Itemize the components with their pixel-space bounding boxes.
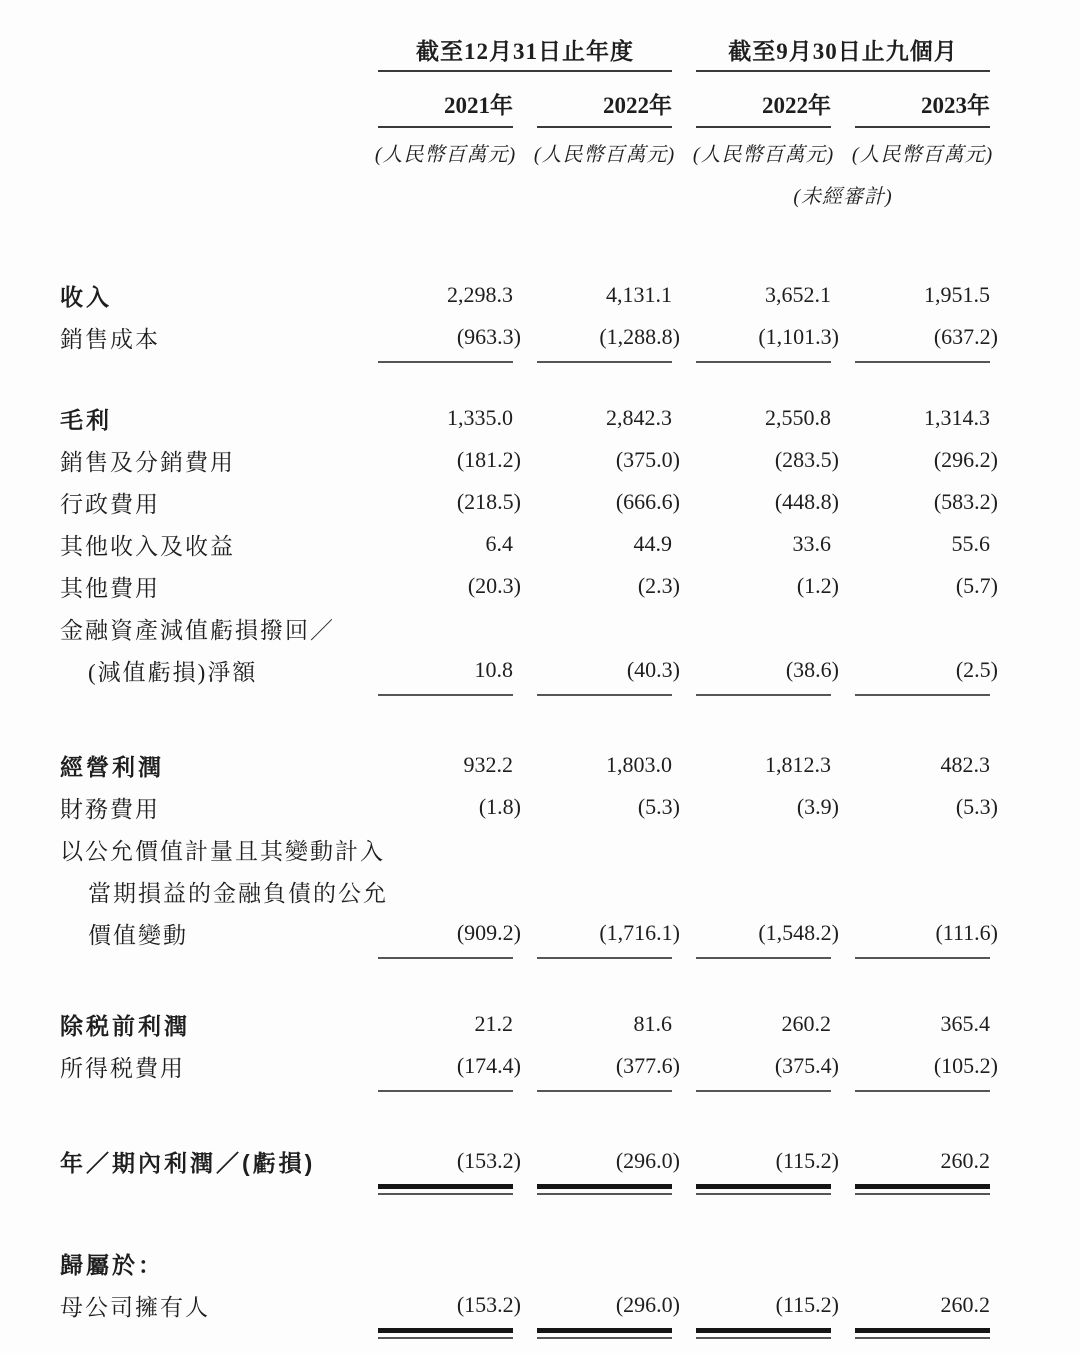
impairment-net-fy2021: 10.8 bbox=[474, 657, 513, 682]
underline bbox=[696, 957, 831, 959]
gross-profit-fy2022: 2,842.3 bbox=[606, 405, 672, 430]
impairment-net-label: (減值虧損)淨額 bbox=[88, 659, 258, 685]
profit-before-tax-9m2022: 260.2 bbox=[781, 1011, 831, 1036]
row-fair-value-line1 bbox=[60, 828, 1080, 870]
profit-before-tax-9m2023: 365.4 bbox=[940, 1011, 990, 1036]
selling-distribution-9m2023: (296.2) bbox=[933, 447, 998, 472]
row-attributable-to bbox=[60, 1242, 1080, 1284]
fair-value-change-label: 價值變動 bbox=[88, 922, 188, 948]
operating-profit-fy2022: 1,803.0 bbox=[606, 752, 672, 777]
row-owners-of-parent bbox=[60, 1284, 1080, 1326]
other-income-gains-label: 其他收入及收益 bbox=[60, 533, 235, 559]
group-nine-months-underline bbox=[696, 70, 990, 72]
profit-for-period-9m2023: 260.2 bbox=[940, 1148, 990, 1173]
selling-distribution-9m2022: (283.5) bbox=[774, 447, 839, 472]
attributable-to-label: 歸屬於： bbox=[60, 1251, 164, 1278]
underline bbox=[855, 957, 990, 959]
year-rule-row bbox=[60, 122, 1080, 132]
unaudited-note: (未經審計) bbox=[793, 185, 893, 208]
row-other-income-gains bbox=[60, 523, 1080, 565]
total-rule-row bbox=[60, 1182, 1080, 1200]
impairment-net-9m2023: (2.5) bbox=[955, 657, 998, 682]
finance-costs-9m2022: (3.9) bbox=[796, 794, 839, 819]
underline bbox=[855, 361, 990, 363]
section-spacer bbox=[60, 216, 1080, 274]
unit-9m2023: (人民幣百萬元) bbox=[851, 143, 994, 166]
row-profit-for-period bbox=[60, 1140, 1080, 1182]
gross-profit-9m2023: 1,314.3 bbox=[924, 405, 990, 430]
cost-of-sales-fy2022: (1,288.8) bbox=[599, 324, 680, 349]
section-spacer bbox=[60, 371, 1080, 397]
row-fair-value-change bbox=[60, 912, 1080, 954]
owners-of-parent-9m2022: (115.2) bbox=[775, 1292, 839, 1317]
section-spacer bbox=[60, 704, 1080, 744]
double-underline bbox=[855, 1184, 990, 1195]
double-underline bbox=[696, 1328, 831, 1339]
impairment-net-fy2022: (40.3) bbox=[626, 657, 680, 682]
other-income-gains-fy2021: 6.4 bbox=[485, 531, 513, 556]
owners-of-parent-fy2021: (153.2) bbox=[456, 1292, 521, 1317]
finance-costs-fy2021: (1.8) bbox=[478, 794, 521, 819]
operating-profit-9m2023: 482.3 bbox=[940, 752, 990, 777]
finance-costs-fy2022: (5.3) bbox=[637, 794, 680, 819]
other-expenses-fy2021: (20.3) bbox=[467, 573, 521, 598]
underline bbox=[855, 1090, 990, 1092]
fair-value-line1-label: 以公允價值計量且其變動計入 bbox=[60, 838, 385, 864]
year-9m2023-underline bbox=[855, 126, 990, 128]
section-spacer bbox=[60, 1100, 1080, 1140]
selling-distribution-fy2021: (181.2) bbox=[456, 447, 521, 472]
unit-fy2021: (人民幣百萬元) bbox=[374, 143, 517, 166]
other-expenses-fy2022: (2.3) bbox=[637, 573, 680, 598]
cost-of-sales-9m2022: (1,101.3) bbox=[758, 324, 839, 349]
underline bbox=[537, 957, 672, 959]
operating-profit-9m2022: 1,812.3 bbox=[765, 752, 831, 777]
double-underline bbox=[378, 1184, 513, 1195]
section-spacer bbox=[60, 1200, 1080, 1242]
profit-for-period-9m2022: (115.2) bbox=[775, 1148, 839, 1173]
row-income-tax-expense bbox=[60, 1045, 1080, 1087]
profit-for-period-fy2021: (153.2) bbox=[456, 1148, 521, 1173]
unaudited-note-row bbox=[60, 172, 1080, 216]
impairment-net-9m2022: (38.6) bbox=[785, 657, 839, 682]
year-fy2021: 2021年 bbox=[444, 93, 513, 118]
unit-fy2022: (人民幣百萬元) bbox=[533, 143, 676, 166]
administrative-expenses-fy2021: (218.5) bbox=[456, 489, 521, 514]
cost-of-sales-fy2021: (963.3) bbox=[456, 324, 521, 349]
underline bbox=[378, 694, 513, 696]
row-other-expenses bbox=[60, 565, 1080, 607]
underline bbox=[378, 957, 513, 959]
section-spacer bbox=[60, 967, 1080, 1003]
other-income-gains-fy2022: 44.9 bbox=[633, 531, 672, 556]
other-expenses-9m2023: (5.7) bbox=[955, 573, 998, 598]
revenue-9m2022: 3,652.1 bbox=[765, 282, 831, 307]
profit-for-period-fy2022: (296.0) bbox=[615, 1148, 680, 1173]
total-rule-row bbox=[60, 1326, 1080, 1344]
period-group-rule-row bbox=[60, 66, 1080, 76]
year-header-row bbox=[60, 76, 1080, 122]
underline bbox=[696, 361, 831, 363]
fair-value-change-9m2023: (111.6) bbox=[935, 920, 998, 945]
other-income-gains-9m2023: 55.6 bbox=[951, 531, 990, 556]
row-selling-distribution bbox=[60, 439, 1080, 481]
group-annual-underline bbox=[378, 70, 672, 72]
row-impairment-line1 bbox=[60, 607, 1080, 649]
finance-costs-9m2023: (5.3) bbox=[955, 794, 998, 819]
subtotal-rule-row bbox=[60, 358, 1080, 371]
selling-distribution-label: 銷售及分銷費用 bbox=[60, 449, 235, 475]
gross-profit-label: 毛利 bbox=[60, 406, 112, 433]
fair-value-change-fy2022: (1,716.1) bbox=[599, 920, 680, 945]
period-group-nine-months: 截至9月30日止九個月 bbox=[728, 39, 958, 64]
year-9m2022-underline bbox=[696, 126, 831, 128]
other-expenses-label: 其他費用 bbox=[60, 575, 160, 601]
operating-profit-fy2021: 932.2 bbox=[463, 752, 513, 777]
finance-costs-label: 財務費用 bbox=[60, 796, 160, 822]
row-finance-costs bbox=[60, 786, 1080, 828]
underline bbox=[696, 694, 831, 696]
profit-for-period-label: 年／期內利潤／(虧損) bbox=[60, 1149, 316, 1176]
row-impairment-net bbox=[60, 649, 1080, 691]
row-operating-profit bbox=[60, 744, 1080, 786]
year-fy2021-underline bbox=[378, 126, 513, 128]
income-tax-expense-9m2022: (375.4) bbox=[774, 1053, 839, 1078]
profit-before-tax-fy2022: 81.6 bbox=[633, 1011, 672, 1036]
row-revenue bbox=[60, 274, 1080, 316]
impairment-line1-label: 金融資產減值虧損撥回／ bbox=[60, 617, 335, 643]
underline bbox=[378, 1090, 513, 1092]
period-group-header-row bbox=[60, 32, 1080, 66]
revenue-label: 收入 bbox=[60, 283, 112, 310]
other-expenses-9m2022: (1.2) bbox=[796, 573, 839, 598]
gross-profit-fy2021: 1,335.0 bbox=[447, 405, 513, 430]
gross-profit-9m2022: 2,550.8 bbox=[765, 405, 831, 430]
owners-of-parent-9m2023: 260.2 bbox=[940, 1292, 990, 1317]
year-9m2023: 2023年 bbox=[921, 93, 990, 118]
currency-unit-row bbox=[60, 132, 1080, 172]
administrative-expenses-label: 行政費用 bbox=[60, 491, 160, 517]
underline bbox=[537, 1090, 672, 1092]
administrative-expenses-9m2023: (583.2) bbox=[933, 489, 998, 514]
owners-of-parent-label: 母公司擁有人 bbox=[60, 1294, 210, 1320]
revenue-fy2022: 4,131.1 bbox=[606, 282, 672, 307]
year-fy2022: 2022年 bbox=[603, 93, 672, 118]
year-9m2022: 2022年 bbox=[762, 93, 831, 118]
income-tax-expense-9m2023: (105.2) bbox=[933, 1053, 998, 1078]
administrative-expenses-fy2022: (666.6) bbox=[615, 489, 680, 514]
underline bbox=[537, 694, 672, 696]
row-administrative-expenses bbox=[60, 481, 1080, 523]
profit-before-tax-label: 除税前利潤 bbox=[60, 1012, 190, 1039]
unit-9m2022: (人民幣百萬元) bbox=[692, 143, 835, 166]
fair-value-change-fy2021: (909.2) bbox=[456, 920, 521, 945]
owners-of-parent-fy2022: (296.0) bbox=[615, 1292, 680, 1317]
underline bbox=[537, 361, 672, 363]
operating-profit-label: 經營利潤 bbox=[60, 753, 164, 780]
subtotal-rule-row bbox=[60, 954, 1080, 967]
double-underline bbox=[378, 1328, 513, 1339]
administrative-expenses-9m2022: (448.8) bbox=[774, 489, 839, 514]
double-underline bbox=[537, 1328, 672, 1339]
underline bbox=[855, 694, 990, 696]
period-group-annual: 截至12月31日止年度 bbox=[416, 39, 634, 64]
subtotal-rule-row bbox=[60, 691, 1080, 704]
subtotal-rule-row bbox=[60, 1087, 1080, 1100]
underline bbox=[696, 1090, 831, 1092]
income-tax-expense-label: 所得税費用 bbox=[60, 1055, 185, 1081]
double-underline bbox=[855, 1328, 990, 1339]
row-gross-profit bbox=[60, 397, 1080, 439]
row-cost-of-sales bbox=[60, 316, 1080, 358]
other-income-gains-9m2022: 33.6 bbox=[792, 531, 831, 556]
fair-value-line2-label: 當期損益的金融負債的公允 bbox=[88, 880, 388, 906]
underline bbox=[378, 361, 513, 363]
year-fy2022-underline bbox=[537, 126, 672, 128]
fair-value-change-9m2022: (1,548.2) bbox=[758, 920, 839, 945]
double-underline bbox=[696, 1184, 831, 1195]
income-tax-expense-fy2021: (174.4) bbox=[456, 1053, 521, 1078]
row-fair-value-line2 bbox=[60, 870, 1080, 912]
income-tax-expense-fy2022: (377.6) bbox=[615, 1053, 680, 1078]
revenue-fy2021: 2,298.3 bbox=[447, 282, 513, 307]
selling-distribution-fy2022: (375.0) bbox=[615, 447, 680, 472]
profit-before-tax-fy2021: 21.2 bbox=[474, 1011, 513, 1036]
cost-of-sales-label: 銷售成本 bbox=[60, 326, 160, 352]
cost-of-sales-9m2023: (637.2) bbox=[933, 324, 998, 349]
revenue-9m2023: 1,951.5 bbox=[924, 282, 990, 307]
row-profit-before-tax bbox=[60, 1003, 1080, 1045]
double-underline bbox=[537, 1184, 672, 1195]
